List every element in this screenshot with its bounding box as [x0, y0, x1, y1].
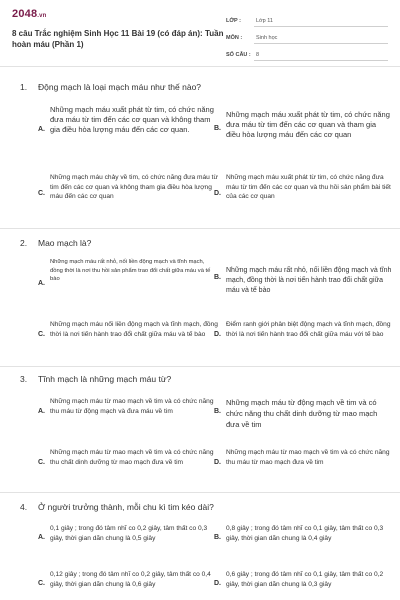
logo-main: 2048 [12, 8, 38, 20]
question-divider [0, 366, 400, 367]
question-1-option-b[interactable] [214, 110, 392, 140]
question-number: 2. [20, 238, 28, 248]
meta-row-subject [226, 32, 388, 44]
document-title: 8 câu Trắc nghiệm Sinh Học 11 Bài 19 (có đáp án): Tuần hoàn máu (Phần 1) [12, 29, 224, 49]
option-text: Những mạch máu xuất phát từ tim, có chức năng đưa máu từ tim đến các cơ quan và không tham gia điều hòa lượng máu đến các cơ quan. [50, 105, 214, 134]
question-text: Ở người trưởng thành, mỗi chu kì tim kéo dài? [38, 502, 214, 512]
question-4-option-c[interactable] [38, 570, 218, 590]
meta-value: Sinh học [254, 32, 388, 44]
option-text: Những mạch máu từ mao mạch về tim và có chức năng thu chất dinh dưỡng từ mao mạch đưa về tim [50, 449, 214, 466]
document-meta [226, 15, 388, 66]
question-4-option-a[interactable] [38, 524, 218, 544]
meta-label: LỚP : [226, 18, 241, 24]
option-letter: C. [38, 190, 45, 197]
meta-row-count [226, 49, 388, 61]
question-3-option-c[interactable] [38, 448, 218, 468]
option-text: Những mạch máu nối liền động mạch và tĩnh mạch, đồng thời là nơi tiến hành trao đổi chất giữa máu và tế bào [50, 321, 218, 338]
option-letter: B. [214, 534, 221, 541]
question-3-option-d[interactable] [214, 448, 392, 468]
question-number: 1. [20, 82, 28, 92]
option-letter: D. [214, 580, 221, 587]
question-4-heading [20, 502, 214, 512]
question-text: Mao mạch là? [38, 238, 92, 248]
question-divider [0, 228, 400, 229]
option-text: Điểm ranh giới phân biệt động mạch và tĩnh mạch, đồng thời là nơi tiến hành trao đổi chất giữa máu với tế bào [226, 321, 391, 338]
question-2-heading [20, 238, 91, 248]
option-letter: A. [38, 280, 45, 287]
question-4-option-d[interactable] [214, 570, 392, 590]
option-text: 0,1 giây ; trong đó tâm nhĩ co 0,2 giây, tâm thất co 0,3 giây, thời gian dãn chung là 0,5 giây [50, 525, 208, 542]
option-text: Những mạch máu chảy về tim, có chức năng đưa máu từ tim đến các cơ quan và không tham gia điều hòa lượng máu đến các cơ quan [50, 174, 218, 200]
option-text: Những mạch máu từ mao mạch về tim và có chức năng thu máu từ động mạch và đưa máu về tim [50, 398, 214, 415]
option-letter: A. [38, 534, 45, 541]
option-text: 0,12 giây ; trong đó tâm nhĩ co 0,2 giây, tâm thất co 0,4 giây, thời gian dãn chung là 0,6 giây [50, 571, 211, 588]
option-text: Những mạch máu xuất phát từ tim, có chức năng đưa máu từ tim đến các cơ quan và tham gia điều hòa lượng máu đến các cơ quan [226, 110, 390, 139]
question-4-option-b[interactable] [214, 524, 392, 544]
option-letter: D. [214, 459, 221, 466]
header-divider [0, 66, 400, 67]
question-1-option-a[interactable] [38, 105, 218, 135]
option-letter: D. [214, 190, 221, 197]
question-text: Động mạch là loại mạch máu như thế nào? [38, 82, 202, 92]
option-letter: A. [38, 126, 45, 133]
page-header [0, 0, 400, 66]
question-1-option-d[interactable] [214, 173, 392, 202]
option-letter: D. [214, 331, 221, 338]
logo-suffix: .vn [37, 13, 47, 19]
question-3-option-a[interactable] [38, 397, 218, 417]
question-2-option-b[interactable] [214, 266, 392, 296]
question-divider [0, 492, 400, 493]
meta-value: 8 [254, 49, 388, 61]
option-text: Những mạch máu xuất phát từ tim, có chức năng đưa máu từ tim đến các cơ quan và thu hồi sản phẩm bài tiết của các cơ quan [226, 174, 391, 200]
meta-row-grade [226, 15, 388, 27]
option-letter: C. [38, 331, 45, 338]
meta-value: Lớp 11 [254, 15, 388, 27]
site-logo[interactable] [12, 8, 47, 20]
question-2-option-c[interactable] [38, 320, 218, 340]
meta-label: MÔN : [226, 35, 243, 41]
option-text: 0,8 giây ; trong đó tâm nhĩ co 0,1 giây, tâm thất co 0,3 giây, thời gian dãn chung là 0,4 giây [226, 525, 384, 542]
option-text: Những mạch máu từ động mạch về tim và có chức năng thu chất dinh dưỡng từ mao mạch đưa về tim [226, 398, 378, 429]
question-1-heading [20, 82, 201, 92]
question-number: 3. [20, 374, 28, 384]
question-number: 4. [20, 502, 28, 512]
option-letter: C. [38, 580, 45, 587]
question-2-option-a[interactable] [38, 258, 218, 287]
option-letter: B. [214, 408, 221, 415]
option-text: Những mạch máu rất nhỏ, nối liền động mạch và tĩnh mạch, đồng thời là nơi tiến hành trao đổi chất giữa máu và tế bào [226, 267, 392, 294]
option-letter: C. [38, 459, 45, 466]
option-text: Những mạch máu từ mao mạch về tim và có chức năng thu máu từ mao mạch đưa về tim [226, 449, 390, 466]
question-3-heading [20, 374, 171, 384]
question-text: Tĩnh mạch là những mạch máu từ? [38, 374, 172, 384]
question-3-option-b[interactable] [214, 397, 392, 430]
meta-label: SỐ CÂU : [226, 52, 251, 58]
question-2-option-d[interactable] [214, 320, 392, 340]
option-letter: B. [214, 274, 221, 281]
option-text: 0,6 giây ; trong đó tâm nhĩ co 0,1 giây, tâm thất co 0,2 giây, thời gian dãn chung là 0,3 giây [226, 571, 384, 588]
option-text: Những mạch máu rất nhỏ, nối liền động mạch và tĩnh mạch, đồng thời là nơi thu hồi sản phẩm trao đổi chất giữa máu và tế bào [50, 259, 211, 282]
option-letter: A. [38, 408, 45, 415]
option-letter: B. [214, 125, 221, 132]
question-1-option-c[interactable] [38, 173, 218, 202]
